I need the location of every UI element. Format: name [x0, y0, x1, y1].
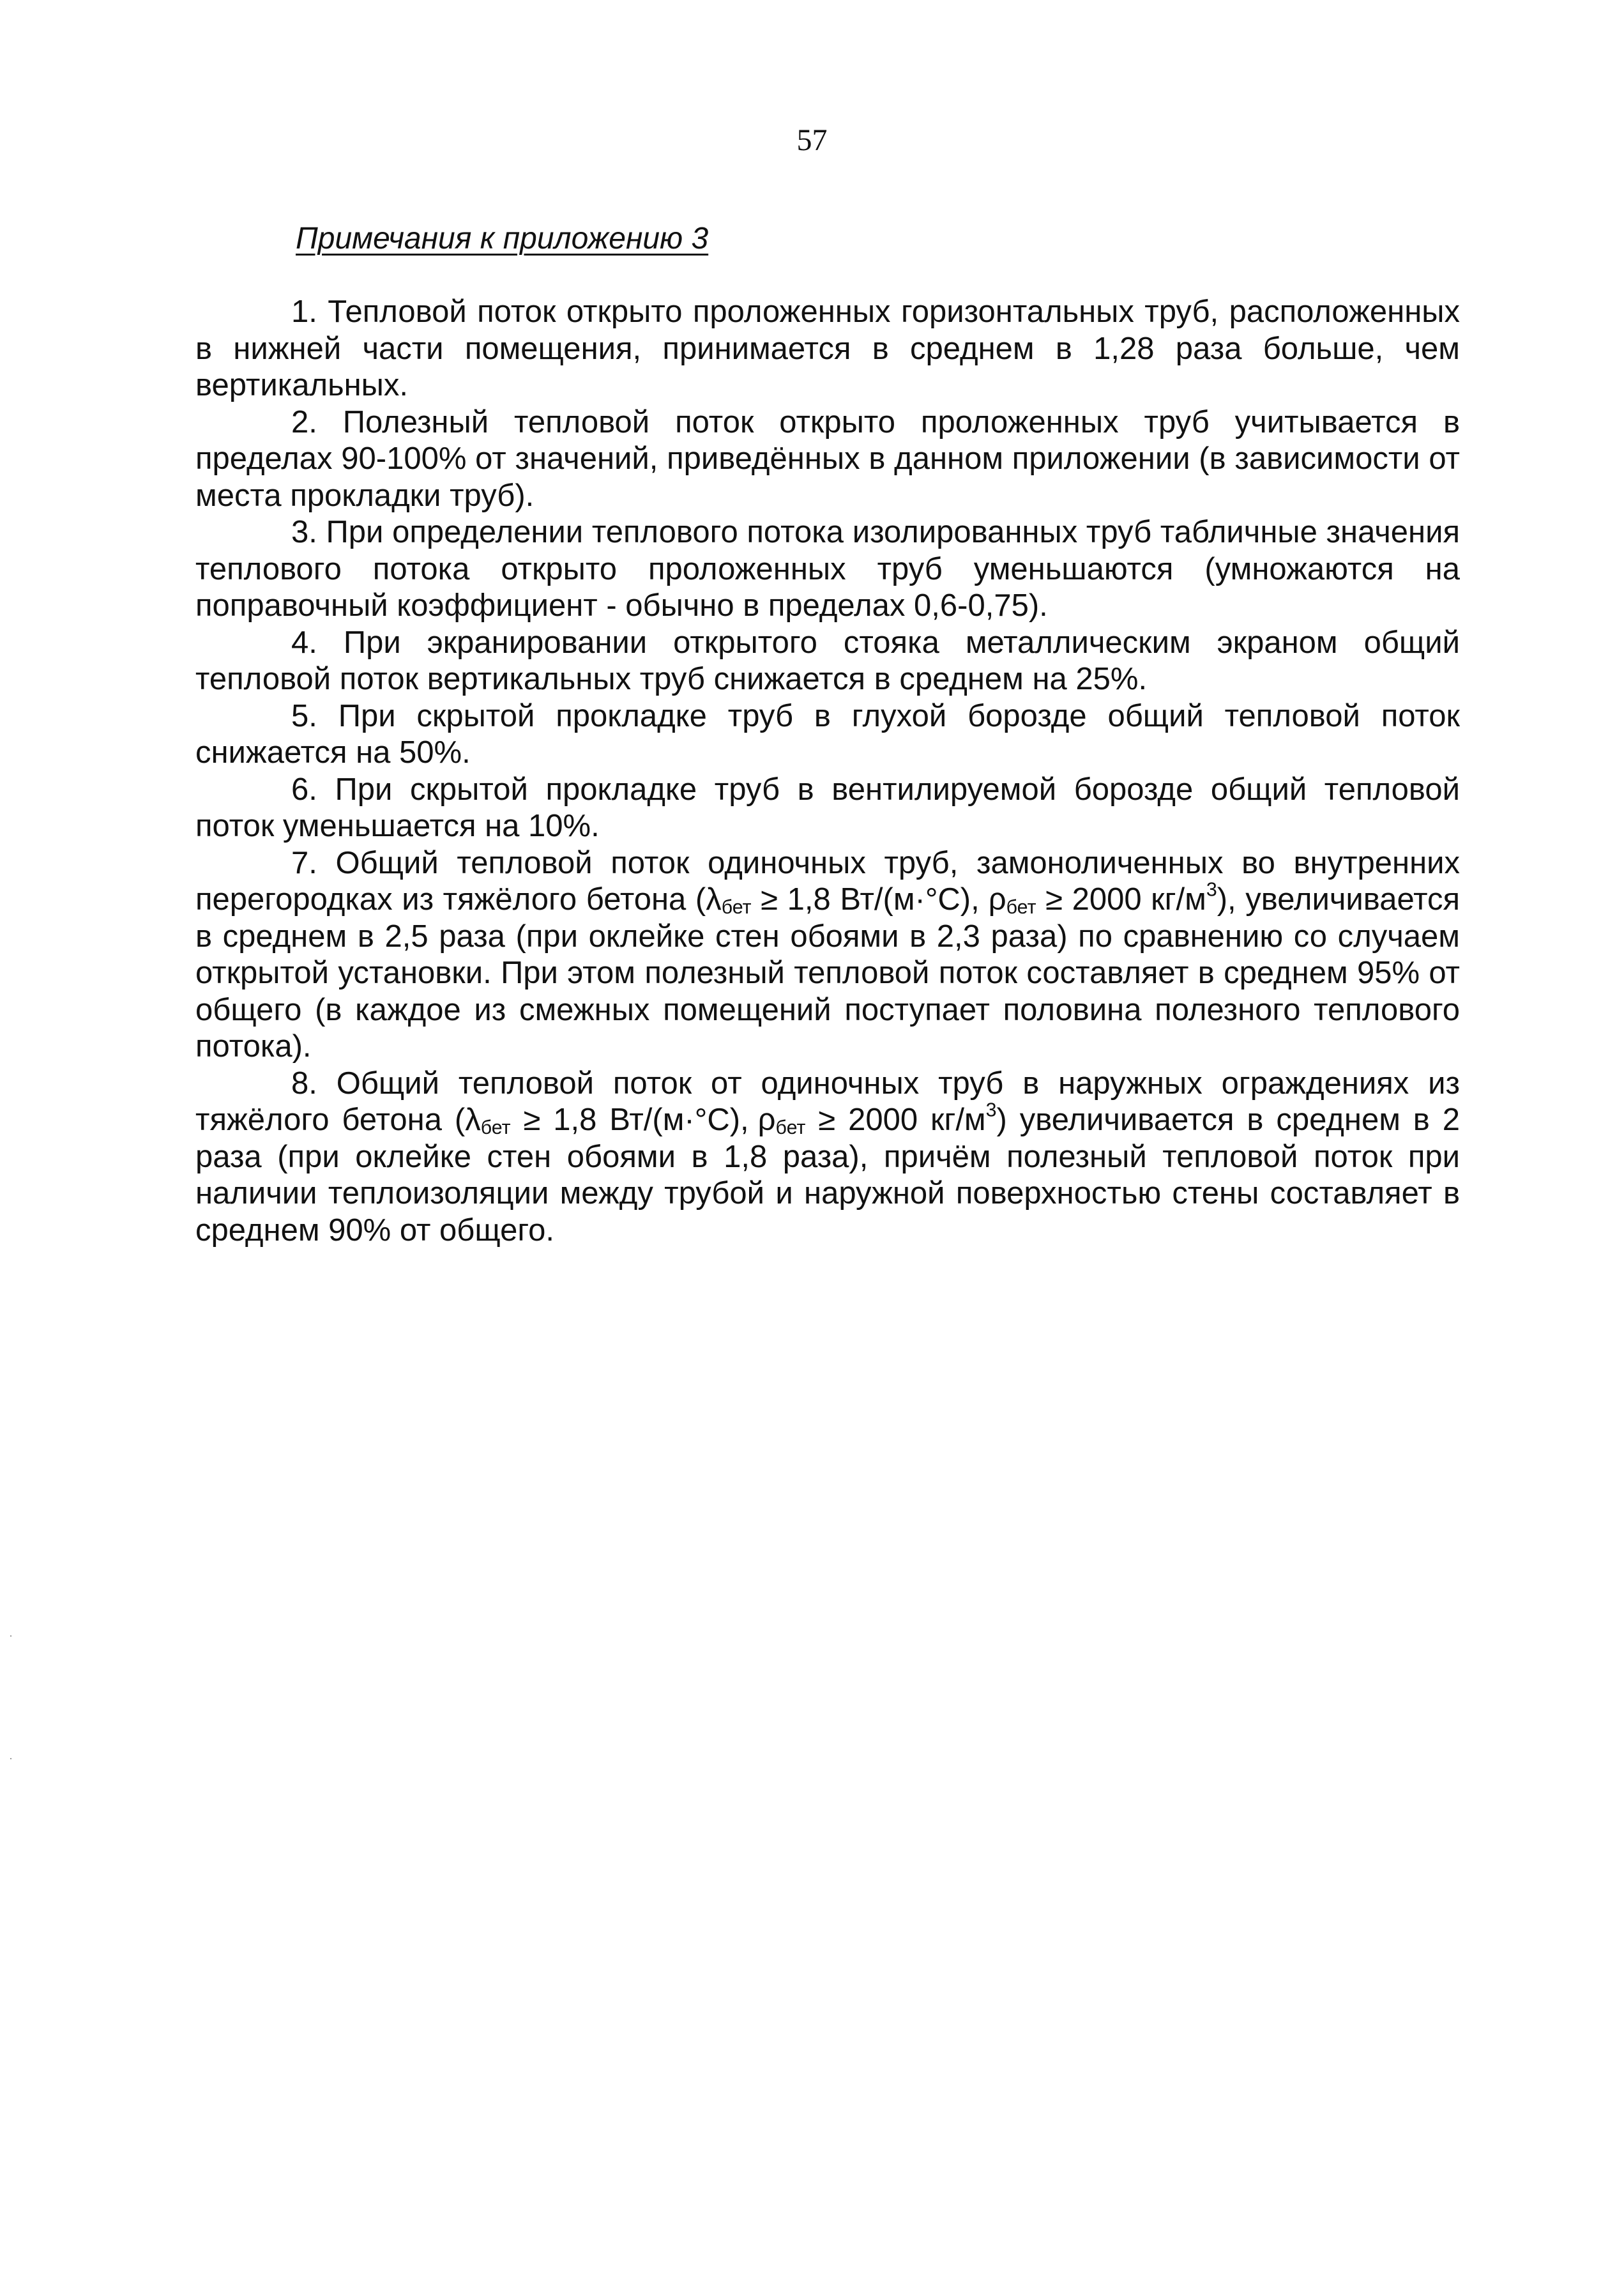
lambda-subscript: бет	[480, 1117, 511, 1139]
note-8-text-end: ) увеличивается в среднем в 2 раза (при оклейке стен обоями в 1,8 раза), причём полезный тепловой поток при наличии теплоизоляции между трубой и наружной поверхностью стены составляет в среднем 90% от общего.	[195, 1103, 1460, 1248]
lambda-value: ≥ 1,8 Вт/(м·°С),	[510, 1103, 749, 1137]
note-1: 1. Тепловой поток открыто проложенных горизонтальных труб, расположенных в нижней части помещения, принимается в среднем в 1,28 раза больше, чем вертикальных.	[195, 294, 1460, 402]
notes-list	[195, 294, 1460, 1249]
lambda-symbol: λ	[706, 882, 722, 917]
rho-value: ≥ 2000 кг/м	[1036, 882, 1206, 917]
rho-value: ≥ 2000 кг/м	[805, 1103, 986, 1137]
cubic-superscript: 3	[1206, 878, 1217, 901]
page-number: 57	[796, 123, 828, 157]
note-7	[195, 845, 1460, 1066]
note-2: 2. Полезный тепловой поток открыто проложенных труб учитывается в пределах 90-100% от значений, приведённых в данном приложении (в зависимости от места прокладки труб).	[195, 404, 1460, 513]
lambda-value: ≥ 1,8 Вт/(м·°С),	[751, 882, 980, 917]
section-heading: Примечания к приложению 3	[296, 222, 709, 256]
lambda-symbol: λ	[465, 1103, 481, 1137]
note-6: 6. При скрытой прокладке труб в вентилируемой борозде общий тепловой поток уменьшается на 10%.	[195, 772, 1460, 843]
rho-symbol: ρ	[757, 1103, 776, 1137]
scan-speck	[10, 1635, 11, 1637]
note-7-text-end: ), увеличивается в среднем в 2,5 раза (при оклейке стен обоями в 2,3 раза) по сравнению со случаем открытой установки. При этом полезный тепловой поток составляет в среднем 95% от общего (в каждое из смежных помещений поступает половина полезного теплового потока).	[195, 882, 1461, 1064]
note-8	[195, 1066, 1460, 1250]
lambda-subscript: бет	[721, 896, 752, 919]
scan-speck	[10, 1758, 11, 1759]
note-5: 5. При скрытой прокладке труб в глухой борозде общий тепловой поток снижается на 50%.	[195, 698, 1460, 770]
note-7-text-start: 7. Общий тепловой поток одиночных труб, замоноличенных во внутренних перегородках из тяжёлого бетона (	[195, 845, 1460, 917]
note-4: 4. При экранировании открытого стояка металлическим экраном общий тепловой поток вертикальных труб снижается в среднем на 25%.	[195, 625, 1460, 696]
rho-subscript: бет	[1006, 896, 1036, 919]
rho-symbol: ρ	[988, 882, 1006, 917]
note-3: 3. При определении теплового потока изолированных труб табличные значения теплового потока открыто проложенных труб уменьшаются (умножаются на поправочный коэффициент - обычно в пределах 0,6-0,75).	[195, 515, 1460, 623]
note-8-text-start: 8. Общий тепловой поток от одиночных труб в наружных ограждениях из тяжёлого бетона (	[195, 1066, 1460, 1137]
cubic-superscript: 3	[985, 1099, 997, 1121]
rho-subscript: бет	[775, 1117, 806, 1139]
